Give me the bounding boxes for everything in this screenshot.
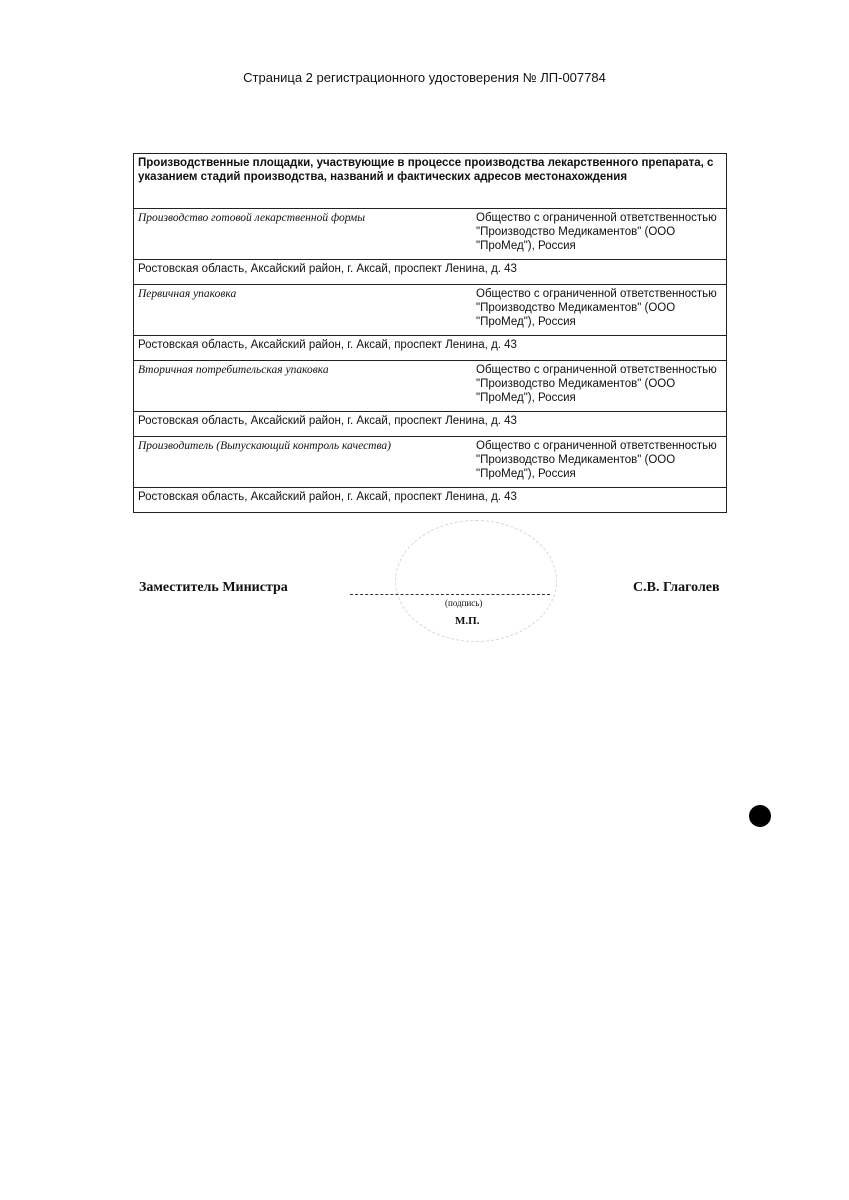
signature-line: [350, 594, 550, 595]
stage-cell: Производитель (Выпускающий контроль качества): [134, 437, 473, 488]
stage-cell: Первичная упаковка: [134, 285, 473, 336]
table-row: [134, 285, 727, 336]
signer-position: Заместитель Министра: [139, 580, 288, 595]
table-row: [134, 209, 727, 260]
table-row: [134, 361, 727, 412]
address-cell: Ростовская область, Аксайский район, г. Аксай, проспект Ленина, д. 43: [134, 488, 727, 513]
table-header: Производственные площадки, участвующие в процессе производства лекарственного препарата, с указанием стадий производства, названий и фактических адресов местонахождения: [134, 154, 727, 209]
signature-label: (подпись): [445, 598, 483, 608]
org-cell: Общество с ограниченной ответственностью "Производство Медикаментов" (ООО "ПроМед"), Россия: [472, 437, 727, 488]
org-cell: Общество с ограниченной ответственностью "Производство Медикаментов" (ООО "ПроМед"), Россия: [472, 209, 727, 260]
table-row: [134, 437, 727, 488]
address-cell: Ростовская область, Аксайский район, г. Аксай, проспект Ленина, д. 43: [134, 260, 727, 285]
address-cell: Ростовская область, Аксайский район, г. Аксай, проспект Ленина, д. 43: [134, 336, 727, 361]
org-cell: Общество с ограниченной ответственностью "Производство Медикаментов" (ООО "ПроМед"), Россия: [472, 285, 727, 336]
scan-mark: [749, 805, 771, 827]
stamp-label: М.П.: [455, 615, 480, 627]
org-cell: Общество с ограниченной ответственностью "Производство Медикаментов" (ООО "ПроМед"), Россия: [472, 361, 727, 412]
signer-name: С.В. Глаголев: [633, 580, 720, 595]
stage-cell: Вторичная потребительская упаковка: [134, 361, 473, 412]
stage-cell: Производство готовой лекарственной формы: [134, 209, 473, 260]
address-cell: Ростовская область, Аксайский район, г. Аксай, проспект Ленина, д. 43: [134, 412, 727, 437]
production-sites-table: [133, 153, 727, 513]
page-title: Страница 2 регистрационного удостоверения № ЛП-007784: [243, 70, 606, 85]
